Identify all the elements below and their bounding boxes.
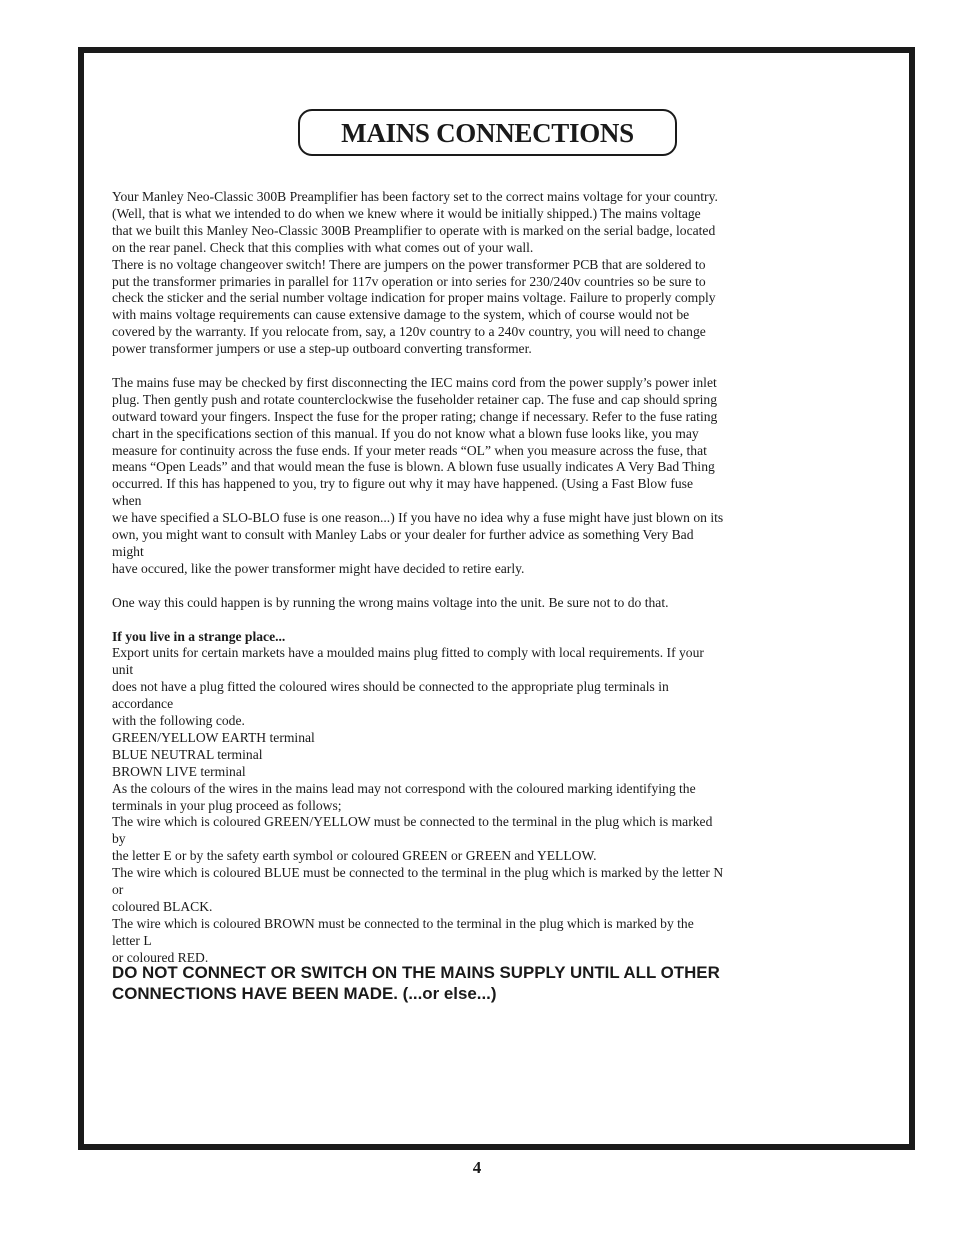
paragraph-wrong-voltage [112, 595, 877, 612]
text-line: check the sticker and the serial number voltage indication for proper mains voltage. Failure to properly comply [112, 290, 716, 306]
section-subheading: If you live in a strange place... [112, 628, 286, 644]
warning-line: CONNECTIONS HAVE BEEN MADE. (...or else...) [112, 984, 497, 1003]
text-line: power transformer jumpers or use a step-up outboard converting transformer. [112, 341, 532, 357]
text-line: Export units for certain markets have a moulded mains plug fitted to comply with local requirements. If your [112, 645, 704, 661]
text-line: The wire which is coloured BROWN must be connected to the terminal in the plug which is marked by the [112, 915, 694, 931]
page-number: 4 [472, 1158, 482, 1177]
text-line: occurred. If this has happened to you, try to figure out why it may have happened. (Using a Fast Blow fuse [112, 476, 693, 492]
paragraph-gap [112, 612, 877, 629]
text-line: means “Open Leads” and that would mean the fuse is blown. A blown fuse usually indicates A Very Bad Thing [112, 459, 715, 475]
text-line: The wire which is coloured GREEN/YELLOW must be connected to the terminal in the plug which is marked [112, 814, 713, 830]
text-line: accordance [112, 696, 174, 712]
title-box [298, 109, 677, 156]
text-line: own, you might want to consult with Manley Labs or your dealer for further advice as something Very Bad [112, 527, 694, 543]
text-line: The mains fuse may be checked by first disconnecting the IEC mains cord from the power supply’s power inlet [112, 374, 717, 390]
safety-warning [112, 962, 882, 1004]
text-line: that we built this Manley Neo-Classic 300B Preamplifier to operate with is marked on the serial badge, located [112, 222, 716, 238]
text-line: with mains voltage requirements can cause extensive damage to the system, which of course would not be [112, 307, 690, 323]
paragraph-export [112, 629, 877, 967]
text-line: by [112, 831, 126, 847]
text-line: Your Manley Neo-Classic 300B Preamplifier has been factory set to the correct mains voltage for your country. [112, 189, 718, 204]
paragraph-gap [112, 358, 877, 375]
text-line: the letter E or by the safety earth symbol or coloured GREEN or GREEN and YELLOW. [112, 848, 597, 864]
text-line: chart in the specifications section of this manual. If you do not know what a blown fuse looks like, you may [112, 425, 699, 441]
text-line: terminals in your plug proceed as follows; [112, 797, 342, 813]
text-line: One way this could happen is by running the wrong mains voltage into the unit. Be sure not to do that. [112, 594, 669, 610]
text-line: on the rear panel. Check that this complies with what comes out of your wall. [112, 239, 534, 255]
paragraph-voltage [112, 189, 877, 358]
text-line: GREEN/YELLOW EARTH terminal [112, 729, 315, 745]
text-line: The wire which is coloured BLUE must be connected to the terminal in the plug which is marked by the letter N [112, 865, 724, 881]
text-line: BROWN LIVE terminal [112, 763, 246, 779]
text-line: (Well, that is what we intended to do when we knew where it would be initially shipped.) The mains voltage [112, 205, 701, 221]
text-line: have occured, like the power transformer might have decided to retire early. [112, 560, 525, 576]
text-line: or [112, 882, 124, 898]
text-line: measure for continuity across the fuse ends. If your meter reads “OL” when you measure across the fuse, that [112, 442, 707, 458]
paragraph-fuse [112, 375, 877, 578]
text-line: when [112, 493, 142, 509]
text-line: coloured BLACK. [112, 899, 213, 915]
text-line: As the colours of the wires in the mains lead may not correspond with the coloured marking identifying the [112, 780, 696, 796]
text-line: letter L [112, 932, 152, 948]
warning-line: DO NOT CONNECT OR SWITCH ON THE MAINS SUPPLY UNTIL ALL OTHER [112, 963, 720, 982]
text-line: does not have a plug fitted the coloured wires should be connected to the appropriate plug terminals in [112, 679, 669, 695]
text-line: might [112, 544, 144, 560]
text-line: plug. Then gently push and rotate counterclockwise the fuseholder retainer cap. The fuse and cap should spring [112, 391, 717, 407]
body-text [112, 189, 877, 967]
page-title: MAINS CONNECTIONS [341, 118, 634, 148]
text-line: put the transformer primaries in parallel for 117v operation or into series for 230/240v countries so be sure to [112, 273, 706, 289]
text-line: There is no voltage changeover switch! There are jumpers on the power transformer PCB that are soldered to [112, 256, 706, 272]
paragraph-gap [112, 578, 877, 595]
text-line: with the following code. [112, 713, 245, 729]
text-line: unit [112, 662, 134, 678]
text-line: covered by the warranty. If you relocate from, say, a 120v country to a 240v country, you will need to change [112, 324, 706, 340]
text-line: or coloured RED. [112, 949, 209, 965]
text-line: we have specified a SLO-BLO fuse is one reason...) If you have no idea why a fuse might have just blown on its [112, 510, 724, 526]
text-line: BLUE NEUTRAL terminal [112, 746, 263, 762]
text-line: outward toward your fingers. Inspect the fuse for the proper rating; change if necessary. Refer to the fuse rating [112, 408, 718, 424]
